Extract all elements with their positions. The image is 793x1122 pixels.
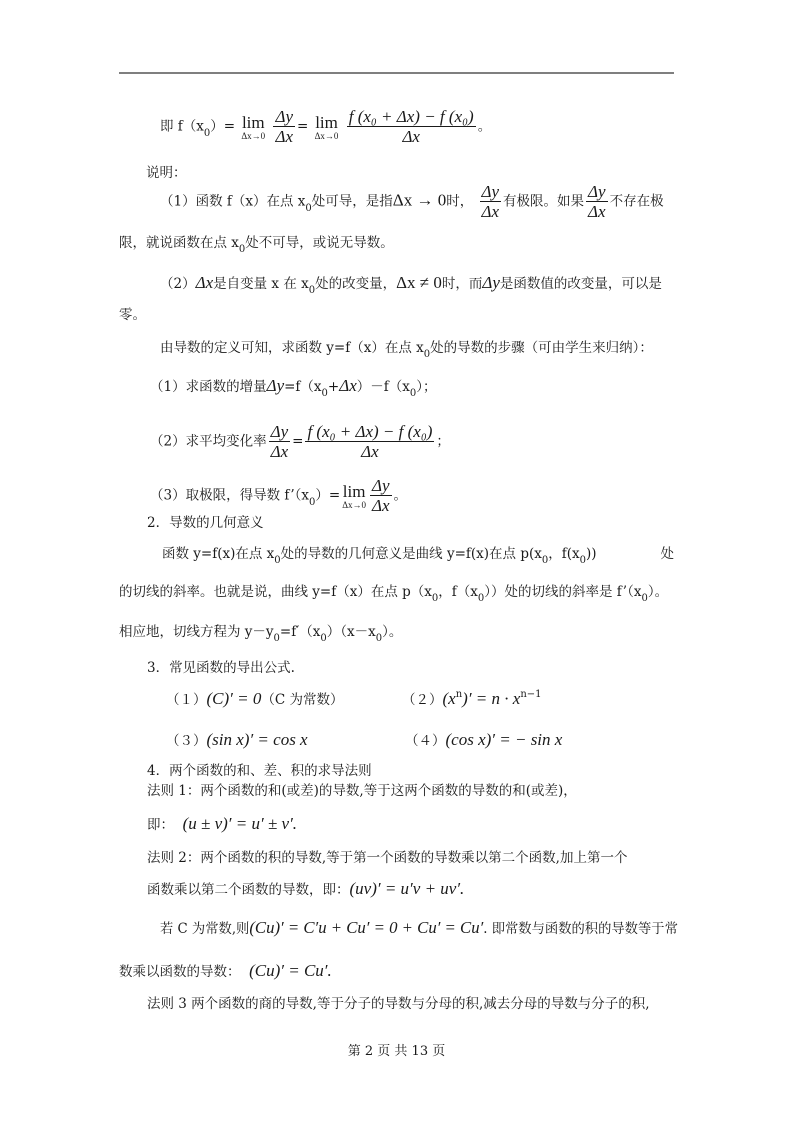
note2-line2: 零。 — [119, 307, 146, 323]
math-expr: (sin x)′ = cos x — [206, 730, 308, 749]
text: 处的导数的步骤（可由学生来归纳）： — [430, 340, 653, 356]
subscript: 0 — [375, 633, 383, 644]
math-expr: Δy — [266, 376, 285, 395]
period: 。 — [477, 118, 492, 135]
note2-line1 — [160, 274, 662, 295]
limit — [241, 114, 265, 141]
numerator: Δy — [270, 422, 289, 441]
text: ））处的切线的斜率是 f’（x — [484, 584, 642, 600]
math-expr: (Cu)′ = C′u + Cu′ = 0 + Cu′ = Cu′ — [249, 918, 484, 937]
math-expr: Δx ≠ 0 — [396, 273, 442, 292]
text: ）； — [416, 379, 437, 395]
subscript: 0 — [423, 349, 431, 360]
note1-line1 — [160, 182, 664, 222]
text: + — [327, 379, 340, 395]
period: 。 — [393, 487, 408, 504]
text: ）= — [315, 487, 341, 504]
denominator: Δx — [270, 442, 289, 461]
subscript: 0 — [579, 555, 586, 566]
text: 是自变量 x 在 x — [213, 276, 309, 292]
numerator: Δy — [275, 107, 294, 126]
text: 处 — [660, 546, 674, 562]
math-expr: (Cu)′ = Cu′. — [249, 961, 332, 980]
text: （2）求平均变化率 — [150, 433, 267, 450]
subscript: 0 — [477, 593, 485, 604]
text: )) — [585, 546, 597, 562]
subscript: 0 — [321, 388, 328, 399]
text: ，f(x — [548, 546, 580, 562]
formula-label: （４） — [405, 733, 446, 749]
text: ）。 — [647, 584, 669, 600]
constant-rule-line1 — [160, 919, 678, 938]
formula-3 — [166, 731, 308, 750]
header-rule — [119, 72, 674, 74]
lim-word: lim — [342, 481, 366, 501]
math-expr: Δx — [195, 273, 214, 292]
denominator: Δx — [402, 127, 420, 146]
text: =f′（x — [279, 624, 321, 640]
sec2-line3 — [119, 623, 402, 643]
lim-under: Δx→0 — [342, 499, 367, 510]
formula-label: （３） — [166, 733, 207, 749]
lim-under: Δx→0 — [314, 130, 339, 141]
fraction-difference-quotient — [305, 422, 434, 462]
fraction-dy-dx — [480, 182, 502, 222]
formula-4 — [405, 731, 562, 750]
limit — [315, 114, 339, 141]
math-expr: (uv)′ = u′v + uv′. — [349, 879, 465, 898]
numerator: f (x₀ + Δx) − f (x₀) — [307, 422, 433, 441]
math-expr: Δx → 0 — [392, 190, 447, 210]
text: ）。 — [382, 624, 403, 640]
steps-intro — [160, 339, 653, 359]
denominator: Δx — [275, 127, 294, 146]
step3 — [150, 476, 407, 516]
text: （1）求函数的增量 — [150, 379, 267, 395]
text: =f（x — [284, 379, 322, 395]
math-expr: (x — [442, 689, 456, 708]
text: 函数 y=f(x)在点 x — [162, 546, 275, 562]
sec2-line1 — [162, 545, 674, 565]
sec2-line2 — [119, 583, 668, 603]
fraction-dy-dx — [370, 476, 392, 516]
text: （3）取极限，得导数 f’（x — [150, 487, 310, 504]
semicolon: ； — [436, 433, 450, 450]
subscript: 0 — [431, 593, 439, 604]
numerator: Δy — [481, 182, 500, 201]
lim-word: lim — [315, 112, 338, 132]
numerator: Δy — [372, 476, 390, 495]
text: 有极限。如果 — [503, 193, 585, 210]
formula-prefix: 即 f（x — [160, 118, 204, 135]
text: 时，而 — [441, 276, 483, 292]
text: 处的导数的几何意义是曲线 y=f(x)在点 p(x — [280, 546, 542, 562]
formula-label: （１） — [166, 692, 207, 708]
rule-2-line2 — [147, 880, 464, 899]
subscript: 0 — [238, 244, 246, 255]
definition-formula — [160, 107, 491, 147]
step1 — [150, 377, 437, 398]
text: 不存在极 — [609, 193, 664, 210]
numerator: Δy — [588, 182, 606, 201]
subscript: 0 — [203, 127, 211, 139]
fraction-difference-quotient — [347, 107, 476, 147]
text: . 即常数与函数的积的导数等于常 — [483, 921, 678, 937]
text: 即： — [147, 817, 174, 833]
denominator: Δx — [481, 202, 500, 221]
text: 由导数的定义可知，求函数 y=f（x）在点 x — [160, 340, 424, 356]
formula-label: （２） — [402, 692, 443, 708]
subscript: 0 — [309, 496, 316, 508]
formula-2 — [402, 690, 542, 711]
subscript: 0 — [273, 633, 280, 644]
lim-word: lim — [241, 112, 265, 132]
limit — [342, 483, 366, 510]
math-expr: Δy — [482, 273, 500, 292]
text: 的切线的斜率。也就是说，曲线 y=f（x）在点 p（x — [119, 584, 432, 600]
denominator: Δx — [588, 202, 606, 221]
subscript: 0 — [641, 593, 648, 604]
text: ）－f（x — [356, 379, 410, 395]
subscript: 0 — [274, 555, 281, 566]
section-4-title: 4．两个函数的和、差、积的求导法则 — [147, 763, 372, 779]
text: （2） — [160, 276, 196, 292]
math-expr: )′ = n · x — [462, 689, 521, 708]
subscript: 0 — [409, 388, 417, 399]
formula-prefix-close: ）= — [210, 118, 236, 135]
text: 处不可导，或说无导数。 — [245, 235, 394, 251]
rule-2-line1: 法则 2：两个函数的积的导数,等于第一个函数的导数乘以第二个函数,加上第一个 — [147, 850, 628, 866]
text: ）（x－x — [326, 624, 376, 640]
text: ，f（x — [438, 584, 478, 600]
text: （1）函数 f（x）在点 x — [160, 193, 306, 210]
section-2-title: 2．导数的几何意义 — [147, 515, 264, 531]
note-title: 说明： — [146, 165, 187, 181]
subscript: 0 — [308, 285, 316, 296]
text: （C 为常数） — [261, 692, 344, 708]
superscript: n−1 — [520, 689, 542, 700]
math-expr: (C)′ = 0 — [206, 689, 262, 708]
text: 若 C 为常数,则 — [160, 921, 250, 937]
text: 相应地，切线方程为 y－y — [119, 624, 274, 640]
constant-rule-line2 — [119, 962, 332, 981]
note1-line2 — [119, 234, 394, 254]
subscript: 0 — [320, 633, 327, 644]
rule-1: 法则 1：两个函数的和(或差)的导数,等于这两个函数的导数的和(或差)， — [147, 783, 577, 799]
equals: = — [292, 433, 304, 450]
formula-1 — [166, 690, 343, 709]
text: 函数乘以第二个函数的导数，即： — [147, 882, 350, 898]
denominator: Δx — [361, 442, 379, 461]
fraction-dy-dx — [273, 107, 295, 147]
math-expr: Δx — [339, 376, 357, 395]
text: 时， — [446, 193, 474, 210]
fraction-dy-dx — [269, 422, 291, 462]
subscript: 0 — [305, 202, 312, 214]
lim-under: Δx→0 — [241, 130, 266, 141]
denominator: Δx — [372, 496, 390, 515]
text: 数乘以函数的导数： — [119, 964, 241, 980]
math-expr: (cos x)′ = − sin x — [445, 730, 563, 749]
subscript: 0 — [541, 555, 549, 566]
text: 限，就说函数在点 x — [119, 235, 239, 251]
fraction-dy-dx — [586, 182, 608, 222]
step2 — [150, 422, 450, 462]
equals: = — [297, 118, 309, 135]
numerator: f (x₀ + Δx) − f (x₀) — [348, 107, 474, 126]
math-expr: (u ± v)′ = u′ ± v′. — [182, 814, 298, 833]
rule-1-eq — [147, 815, 297, 834]
page-footer: 第 2 页 共 13 页 — [347, 1044, 446, 1059]
section-3-title: 3．常见函数的导出公式. — [147, 660, 295, 676]
text: 处的改变量， — [315, 276, 397, 292]
text: 处可导，是指 — [311, 193, 393, 210]
text: 是函数值的改变量，可以是 — [499, 276, 662, 292]
rule-3: 法则 3 两个函数的商的导数,等于分子的导数与分母的积,减去分母的导数与分子的积, — [147, 996, 650, 1012]
superscript: n — [455, 689, 463, 700]
